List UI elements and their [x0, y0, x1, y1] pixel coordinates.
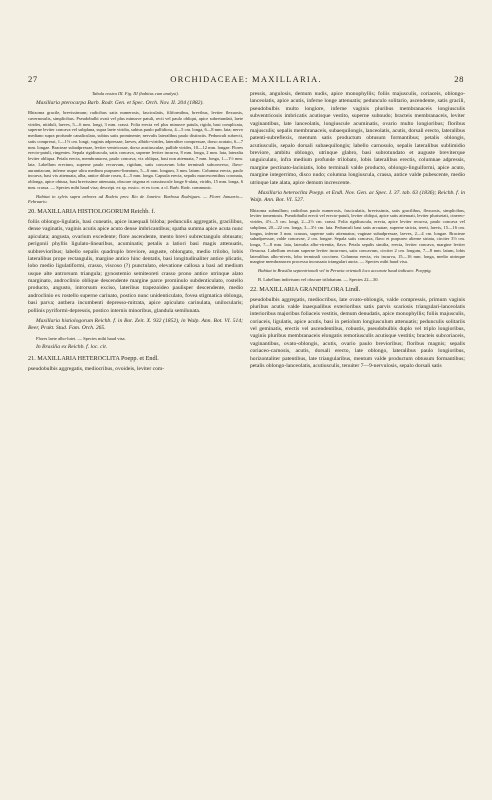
running-title: ORCHIDACEAE: MAXILLARIA.	[170, 74, 322, 84]
species-22-heading: 22. MAXILLARIA GRANDIFLORA Lindl.	[250, 285, 361, 293]
section-b-note: B. Labellum indivisum vel obscure trilobatum. — Species 22—30.	[258, 276, 379, 282]
habitat-heteroclita: Habitat in Brasilia septentrionali vel in Peruvia orientali loco accurate haud indicato: Poeppig.	[258, 268, 432, 274]
flores-note: Flores laete albo-lutei. — Species mihi haud visa.	[36, 335, 126, 341]
species-21-description-cont: pressis, angulosis, demum nudis, apice monophyllis; foliis majusculis, coriaceis, oblongo-lanceolatis, apice acutis, inferne longe attenuatis; pedunculo solitario, ascendente, satis gracili, pseudobulbis multo longiore, inferne vaginis pluribus membranaceis longiusculis subventricosis imbricatis acutisque vestito, superne subnudo; bracteis membranaceis, leviter vaginantibus, late lanceolatis, longiuscule acuminatis, ovario multo longioribus; floribus majusculis; sepalis membranaceis, subaequilongis, lanceolatis, acutis, dorsali erecto, lateralibus patenti-subreflexis, mentum satis productum obtusum formantibus; petalis oblongis, acutiusculis, sepalo dorsali subaequilongis; labello carnosulo, sepalis lateralibus sublimidio breviore, ambitu oblongo, utrinque glabro, basi subrotundato et auguste breviterque unguiculato, infra medium profunde trilobato, lobis lateralibus erectis, columnae adpressis, margine pectinato-laciniatis, lobo terminali valde producto, oblongo-linguiformi, apice acuto, margine integerrimo, disco nudo; columna longiuscula, crassa, antice valde pubescente, medio utrinque late alata, apice demum increscente.	[250, 91, 465, 186]
running-header	[28, 74, 464, 86]
citation-histiologorum: Maxillaria histiologorum Reichb. f. in Bot. Zeit. X. 932 (1852), in Walp. Ann. Bot. VI. 514; Beer, Prakt. Stud. Fam. Orch. 265.	[28, 317, 243, 332]
species-20-description: foliis oblongo-ligulatis, basi cuneatis, apice inaequali biloba; pedunculis aggregatis, gracilibus, dense vaginatis, vaginis acutis apice acuto dense imbricantibus; spatha summa apice acuta nunc apiculata; angusta, ovarium excedente; flore ascendente, mento brevi subrectangulo obtusato; perigonii phyllis ligulato-linearibus, acuminatis; petalis a latiori basi magis attenuatis, subbrevioribus; labello sepalis quadruplo breviore, anguste, oblongato, medio trilobo, lobis lateralibus prope rectangulis, margine antico hinc dentatis, basi longitudinaliter antice plicatis, lobo medio ligulatiformi, crasso, viscoso (?) punctulato, elevatione callosa a basi ad medium usque alte antrorsum triangula; gynostemio semiteoreti crasso prono antice utrinque alato marginato, androclinio oblique descendente margine parce prominulo subdenticulato, rostello producto, angusto, introrsum exciso, lateribus trapezoideo paulisper descendente, medio androclinio ex rostello superne carinato, postico nunc unidenticulato, fovea stigmatica oblonga, basi parva; anthera incumbenti depresso-mitrata, apice apiculato carinulata, unilocularis; pollinis pyriformi-depressis, postico internis minoribus, glandula semilunata.	[28, 219, 243, 314]
plate-note: Tabula nostra III. Fig. III (habitus cum analysi).	[91, 91, 180, 96]
description-pterocarpa: Rhizoma gracile, brevissimum; radicibus satis numerosis, fasciculatis, filiformibus, brevibus, leviter flexuosis, cavernosulis, simplicibus. Pseudobulbi ovati vel plus minusve patuli, recti vel paulo obliqui, apice subretundati, laete virides, nitiduli, laeves, 5—6 mm. longi, 3 mm. crassi. Folia erecta vel plus minusve patula, rigida, basi complicata, superne leviter concava vel subplana, supra laete viridia, subtus paulo pallidiora, 4—5 cm. longa, 6—8 mm. lata; nervo mediano supra profunde canaliculato, subtus satis prominente; nervulis lateralibus paulo distinctis. Pedunculi subrecti, satis compressi, 1—1½ cm. longi; vaginis adpressae, laeves, albido-virides, lateraliter compressae, dorso acutato, 6—7 mm. longae. Bracteae subadpressae, leviter ventricosae, dorso acutiusculae, pallide virides, 10—12 mm. longae. Flores erecto-patuli, ringentes. Sepala rigidiuscula, satis concava, superne leviter incurva, 8 mm. longa, 2 mm. lata, lateralia leviter obliqua. Petala erecta, membranacea, paulo concava, vix obliqua, basi non attenuata, 7 mm. longa, 1—1½ mm. lata. Labellum erectum, superne paulo recurvum, rigidum, satis concavum lobo terminali subconvexo, flavo-aurantiacum, inferne usque ultra medium purpureo-lineatum, 5—6 mm. longum, 3 mm. latum. Columna erecta, paulo incurva, basi vix attenuata, alba, antice dilute rosea, 4—5 mm. longa. Capsula erecta, sepalis marcescentibus coronata, oblonga, apice obtusa, basi brevissime attenuata, obscure trigona et crassiuscule longe 6-alata, viridis, 15 mm. longa, 6 mm. crassa. — Species mihi haud visa; descript. ex sp. exsicc. et ex icon. a cl. Barb. Rodr. communic.	[28, 110, 243, 190]
species-20-heading: 20. MAXILLARIA HISTIOLOGORUM Reichb. f.	[28, 208, 156, 216]
right-column	[250, 91, 465, 777]
species-22-description: pseudobulbis aggregatis, mediocribus, late ovato-oblongis, valde compressis, primum vaginis pluribus acutis valde inaequalibus exterioribus satis parvis scariosis triangulari-lanceolatis interioribus majoribus foliaceis vestitis, demum denudatis, apice monophyllis; foliis majusculis, coriaceis, ligulatis, apice acutis, basi in petiolum longiusculum attenuatis; pedunculis solitariis vel geminatis, erectis vel ascendentibus, robustis, pseudobulbis duplo vel triplo longioribus, vaginis pluribus membranaceis elongatis remotiusculis acutisque vestitis; bracteis subcoriaceis, vaginantibus, ovato-oblongis, acutis, ovario paulo brevioribus; floribus magnis; sepalis coriaceo-carnosis, acutis, dorsali erecto, late oblongo, lateralibus paulo longioribus, horizontaliter patentibus, late triangularibus, mentum valde productum obtusum formantibus; petalis oblongo-lanceolatis, acutiusculis, tenuiter 7—9-nervulosis, sepalo dorsali satis	[250, 296, 465, 369]
species-21-description-start: pseudobulbis aggregatis, mediocribus, ovoideis, leviter com-	[28, 365, 165, 372]
habitat-pterocarpa: Habitat in sylvis supra arbores ad Rodeio prov. Rio de Janeiro: Barbosa Rodrigues. — Floret Januario—Februario.	[28, 193, 243, 205]
citation-pterocarpa: Maxillaria pterocarpa Barb. Rodr. Gen. et Spec. Orch. Nov. II. 204 (1882).	[36, 99, 204, 106]
left-column	[28, 91, 243, 777]
citation-heteroclita: Maxillaria heteroclita Poepp. et Endl. Nov. Gen. ac Spec. I. 37. tab. 63 (1836); Reichb. f. in Walp. Ann. Bot. VI. 527.	[250, 189, 465, 204]
page-number-right: 28	[454, 74, 464, 84]
species-21-heading: 21. MAXILLARIA HETEROCLITA Poepp. et Endl.	[28, 354, 159, 362]
description-heteroclita: Rhizoma subnullum; radicibus paulo numerosis, fasciculatis, brevissimis, satis gracilibus, flexuosis, simplicibus, leviter tomentosis. Pseudobulbi erecti vel erecto-patuli, leviter obliqui, apice satis attenuati, leviter plurisetati, cinereo-virides, 4½—5 cm. longi, 2—2½ cm. crassi. Folia rigidiuscula, erecta, apice leviter recurva, paulo concava vel subplana, 20—22 cm. longa, 3—3½ cm. lata. Pedunculi basi satis arcuatae, superne stricta, tereti, laevis, 15—16 cm. longus, inferne 3 mm. crassus, superne satis attenuatus; vaginae subadpressae, laeves, 2—4 cm. longae. Bracteae subadpressae, valde concavae, 2 cm. longae. Sepala satis concava, flavo et purpureo alterne striata, circiter 3½ cm. longa, 7—8 mm. lata, lateralia albo-virentia, flava. Petala sepalis similia, erecta, leviter concava, margine leviter flexuosa. Labellum rectum superne leviter incurvum, satis concavum, circiter 2 cm. longum, 7—8 mm. latum, lobis lateralibus albo-niveis, lobo terminali coccineo. Columna erecta, vix incurva, 15—16 mm. longa, medio utrinque margine membranaceo processu incrassato triangulari aucta. — Species mihi haud visa.	[250, 207, 465, 265]
habitat-histiologorum: In Brasilia ex Reichb. f. loc. cit.	[36, 344, 108, 351]
page-number-left: 27	[28, 74, 38, 84]
